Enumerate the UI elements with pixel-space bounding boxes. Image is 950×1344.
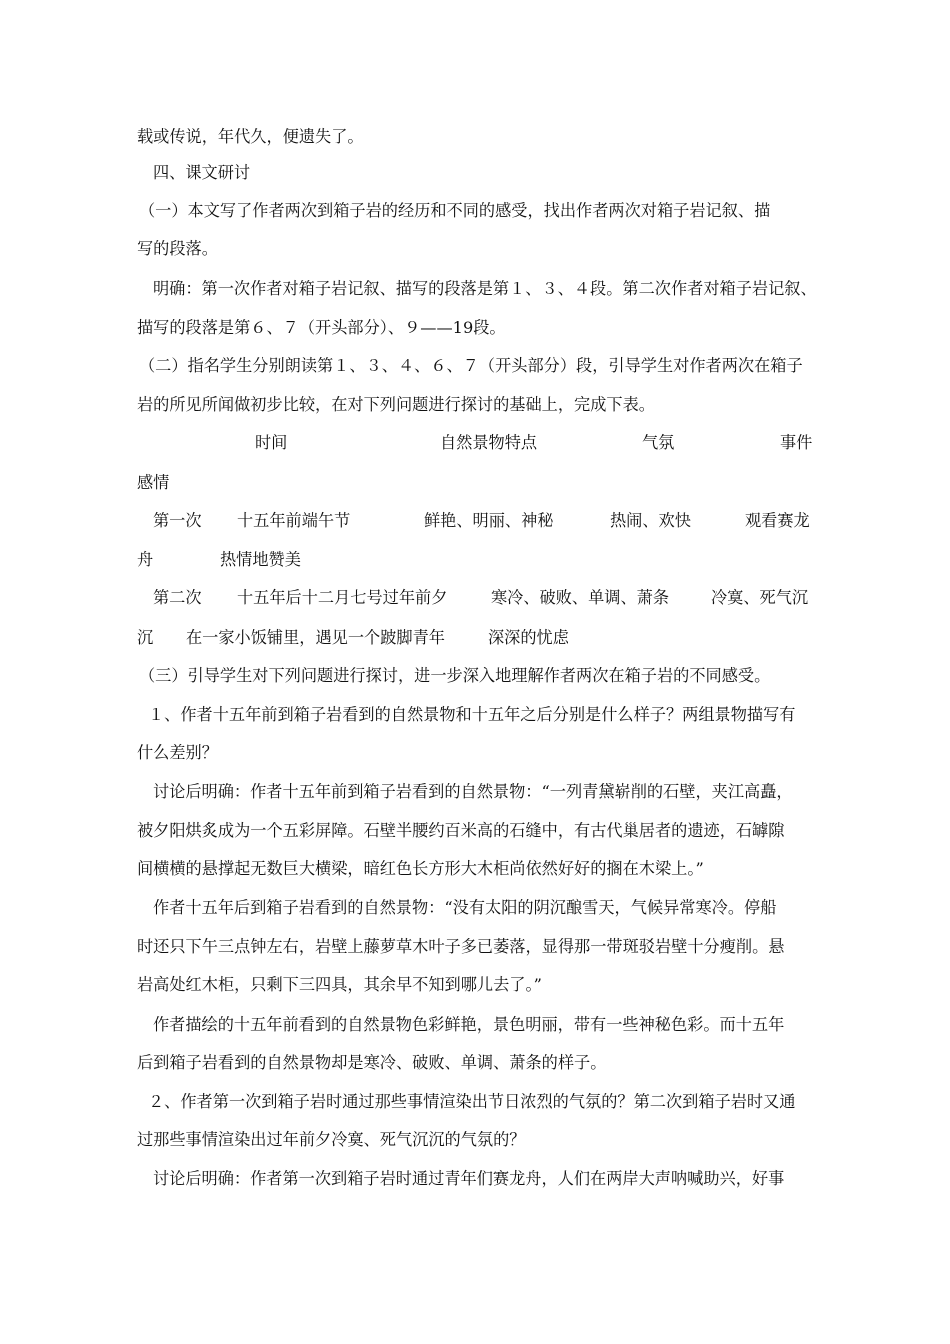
paragraph-line [0,934,950,960]
paragraph-line [0,392,950,418]
table-cell: 舟 [137,550,154,569]
table-cell: 观看赛龙 [745,511,810,530]
text-line: 岩的所见所闻做初步比较，在对下列问题进行探讨的基础上，完成下表。 [137,395,655,414]
text-line: 岩高处红木柜，只剩下三四具，其余早不知到哪儿去了。” [137,975,542,994]
table-row [0,547,950,573]
text-line: 讨论后明确：作者十五年前到箱子岩看到的自然景物：“一列青黛崭削的石壁，夹江高矗， [153,782,793,801]
table-header-row [0,430,950,456]
table-cell: 热闹、欢快 [610,511,691,530]
text-line: 被夕阳烘炙成为一个五彩屏障。石壁半腰约百米高的石缝中，有古代巢居者的遗迹，石罅隙 [137,821,785,840]
table-header-cell: 感情 [137,473,170,492]
text-line: ２、作者第一次到箱子岩时通过那些事情渲染出节日浓烈的气氛的？第二次到箱子岩时又通 [148,1092,796,1111]
text-line: 后到箱子岩看到的自然景物却是寒冷、破败、单调、萧条的样子。 [137,1053,607,1072]
paragraph-line [0,1127,950,1153]
table-row [0,585,950,611]
table-cell: 寒冷、破败、单调、萧条 [491,588,670,607]
text-line: （三）引导学生对下列问题进行探讨，进一步深入地理解作者两次在箱子岩的不同感受。 [139,666,771,685]
table-row [0,508,950,534]
table-header-cell: 事件 [780,433,813,452]
text-line: （一）本文写了作者两次到箱子岩的经历和不同的感受，找出作者两次对箱子岩记叙、描 [139,201,771,220]
paragraph-line [0,315,950,341]
text-line: 间横横的悬撑起无数巨大横梁，暗红色长方形大木柜尚依然好好的搁在木梁上。” [137,859,704,878]
paragraph-line [0,1012,950,1038]
table-cell: 沉 [137,628,154,647]
text-line: 过那些事情渲染出过年前夕冷寞、死气沉沉的气氛的？ [137,1130,526,1149]
paragraph-line [0,818,950,844]
paragraph-line [0,198,950,224]
table-cell: 冷寞、死气沉 [711,588,809,607]
paragraph-line [0,124,950,150]
text-line: 什么差别？ [137,743,218,762]
table-cell: 热情地赞美 [220,550,301,569]
table-cell: 深深的忧虑 [488,628,569,647]
paragraph-line [0,895,950,921]
paragraph-line [0,236,950,262]
table-cell: 在一家小饭铺里，遇见一个跛脚青年 [186,628,445,647]
paragraph-line [0,702,950,728]
text-line: 明确：第一次作者对箱子岩记叙、描写的段落是第１、３、４段。第二次作者对箱子岩记叙、 [153,279,817,298]
section-heading [0,160,950,186]
paragraph-line [0,856,950,882]
text-line: 讨论后明确：作者第一次到箱子岩时通过青年们赛龙舟，人们在两岸大声呐喊助兴，好事 [153,1169,785,1188]
paragraph-line [0,740,950,766]
table-cell-label: 第一次 [153,511,202,530]
paragraph-line [0,1166,950,1192]
paragraph-line [0,353,950,379]
table-header-row [0,470,950,496]
text-line: 作者十五年后到箱子岩看到的自然景物：“没有太阳的阴沉酿雪天，气候异常寒冷。停船 [153,898,777,917]
paragraph-line [0,1050,950,1076]
paragraph-line [0,972,950,998]
paragraph-line [0,276,950,302]
section-title: 四、课文研讨 [153,163,251,182]
text-line: 描写的段落是第６、７（开头部分）、９——19段。 [137,318,506,337]
paragraph-line [0,779,950,805]
table-cell-label: 第二次 [153,588,202,607]
table-header-cell: 自然景物特点 [440,433,538,452]
text-line: １、作者十五年前到箱子岩看到的自然景物和十五年之后分别是什么样子？两组景物描写有 [148,705,796,724]
table-cell: 十五年前端午节 [237,511,351,530]
table-cell: 十五年后十二月七号过年前夕 [237,588,448,607]
text-line: 写的段落。 [137,239,218,258]
table-row [0,625,950,651]
table-header-cell: 气氛 [642,433,675,452]
text-line: 时还只下午三点钟左右，岩壁上藤萝草木叶子多已萎落，显得那一带斑驳岩壁十分瘦削。悬 [137,937,785,956]
table-header-cell: 时间 [255,433,288,452]
text-line: 载或传说，年代久，便遗失了。 [137,127,364,146]
paragraph-line [0,1089,950,1115]
text-line: 作者描绘的十五年前看到的自然景物色彩鲜艳，景色明丽，带有一些神秘色彩。而十五年 [153,1015,785,1034]
text-line: （二）指名学生分别朗读第１、３、４、６、７（开头部分）段，引导学生对作者两次在箱子 [139,356,803,375]
paragraph-line [0,663,950,689]
table-cell: 鲜艳、明丽、神秘 [424,511,554,530]
